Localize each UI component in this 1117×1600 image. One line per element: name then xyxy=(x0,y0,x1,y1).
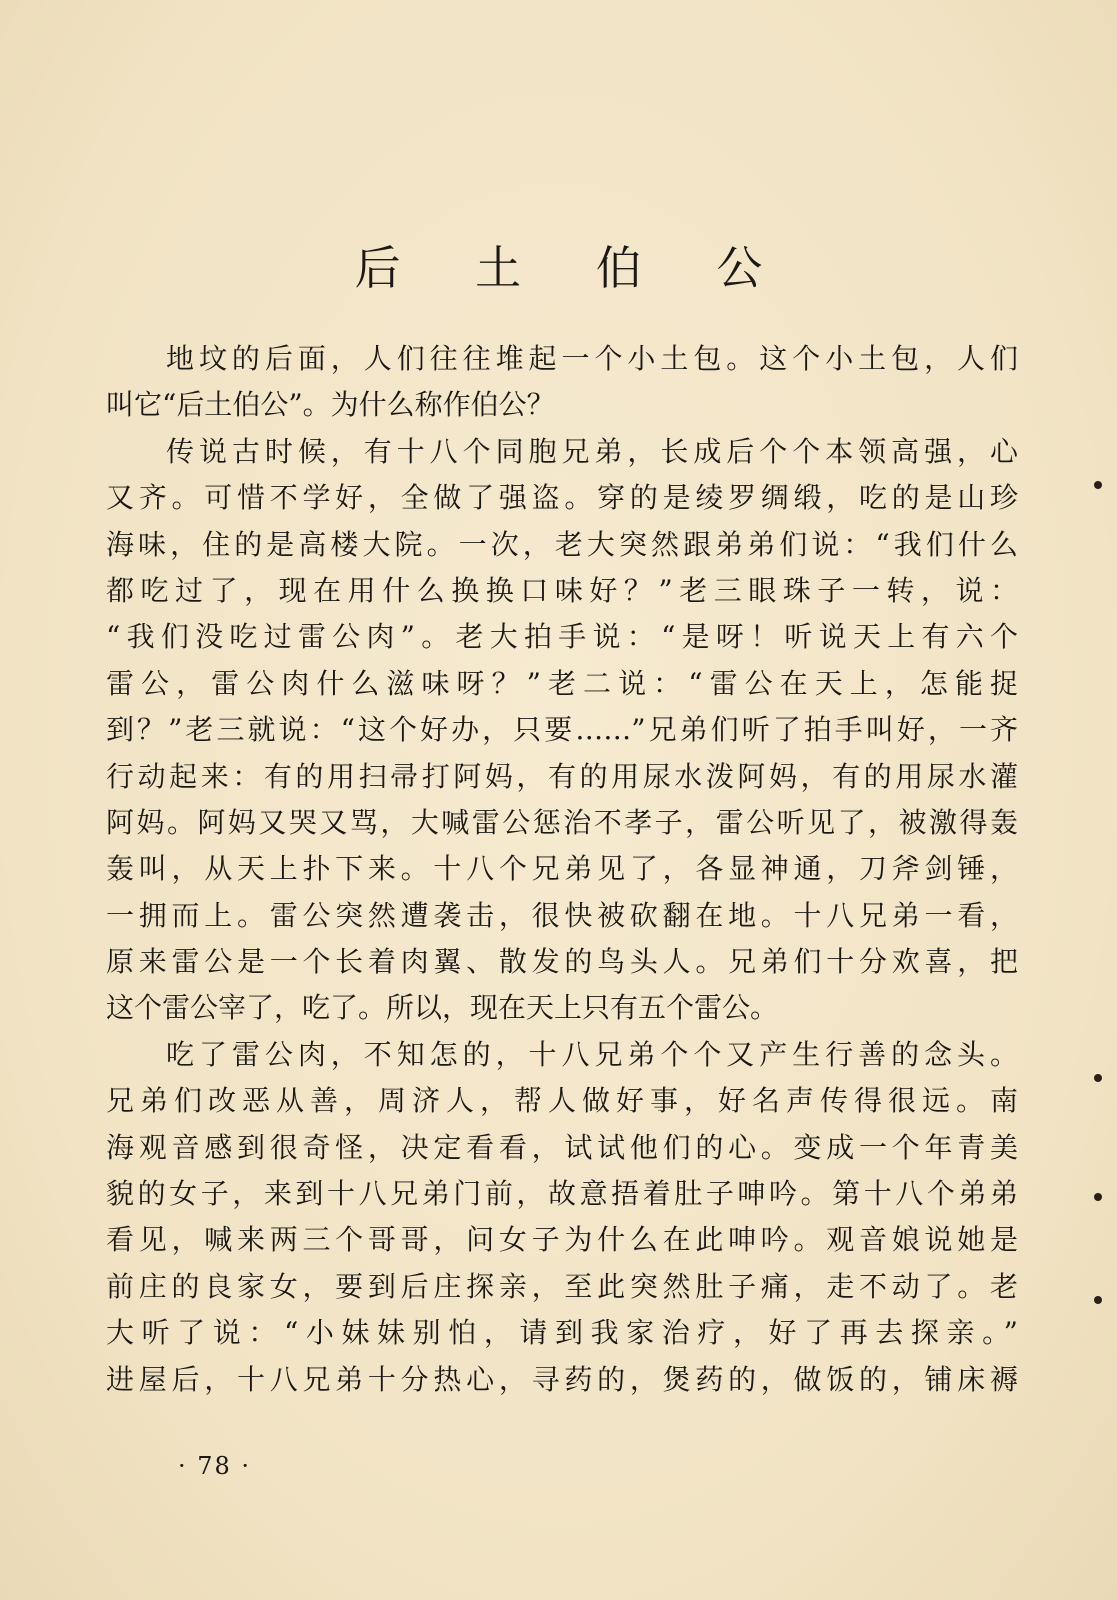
text-line: 这个雷公宰了，吃了。所以，现在天上只有五个雷公。 xyxy=(106,991,779,1025)
text-line: 到？”老三就说：“这个好办，只要……”兄弟们听了拍手叫好，一齐 xyxy=(106,713,1018,747)
text-line: 进屋后，十八兄弟十分热心，寻药的，煲药的，做饭的，铺床褥 xyxy=(106,1362,1018,1396)
text-line: 地坟的后面，人们往往堆起一个小土包。这个小土包，人们 xyxy=(166,342,1018,375)
text-line: 吃了雷公肉，不知怎的，十八兄弟个个又产生行善的念头。 xyxy=(166,1037,1018,1071)
text-line: 大听了说：“小妹妹别怕，请到我家治疗，好了再去探亲。” xyxy=(106,1316,1018,1350)
text-line: 一拥而上。雷公突然遭袭击，很快被砍翻在地。十八兄弟一看， xyxy=(106,898,1018,932)
text-line: 看见，喊来两三个哥哥，问女子为什么在此呻吟。观音娘说她是 xyxy=(106,1223,1018,1257)
story-title: 后 土 伯 公 xyxy=(354,241,793,295)
text-line: 海味，住的是高楼大院。一次，老大突然跟弟弟们说：“我们什么 xyxy=(106,527,1018,561)
page-number: · 78 · xyxy=(178,1452,252,1480)
text-line: 行动起来：有的用扫帚打阿妈，有的用尿水泼阿妈，有的用尿水灌 xyxy=(106,759,1018,793)
text-line: 叫它“后土伯公”。为什么称作伯公？ xyxy=(106,388,555,422)
text-line: 传说古时候，有十八个同胞兄弟，长成后个个本领高强，心 xyxy=(166,434,1018,468)
text-line: 海观音感到很奇怪，决定看看，试试他们的心。变成一个年青美 xyxy=(106,1130,1018,1164)
text-line: 都吃过了，现在用什么换换口味好？”老三眼珠子一转，说： xyxy=(106,573,1018,607)
text-line: 轰叫，从天上扑下来。十八个兄弟见了，各显神通，刀斧剑锤， xyxy=(106,852,1018,886)
text-line: 阿妈。阿妈又哭又骂，大喊雷公惩治不孝子，雷公听见了，被激得轰 xyxy=(106,805,1018,839)
text-line: “我们没吃过雷公肉”。老大拍手说：“是呀！听说天上有六个 xyxy=(106,620,1018,654)
edge-speck xyxy=(1094,1193,1102,1201)
text-line: 又齐。可惜不学好，全做了强盗。穿的是绫罗绸缎，吃的是山珍 xyxy=(106,481,1018,515)
text-line: 原来雷公是一个长着肉翼、散发的鸟头人。兄弟们十分欢喜，把 xyxy=(106,945,1018,979)
edge-speck xyxy=(1094,481,1102,489)
text-line: 貌的女子，来到十八兄弟门前，故意捂着肚子呻吟。第十八个弟弟 xyxy=(106,1177,1018,1211)
text-line: 雷公，雷公肉什么滋味呀？”老二说：“雷公在天上，怎能捉 xyxy=(106,666,1018,700)
edge-speck xyxy=(1094,1074,1102,1082)
text-line: 前庄的良家女，要到后庄探亲，至此突然肚子痛，走不动了。老 xyxy=(106,1269,1018,1303)
text-line: 兄弟们改恶从善，周济人，帮人做好事，好名声传得很远。南 xyxy=(106,1084,1018,1118)
story-body xyxy=(106,336,1018,1403)
edge-speck xyxy=(1094,1296,1102,1304)
